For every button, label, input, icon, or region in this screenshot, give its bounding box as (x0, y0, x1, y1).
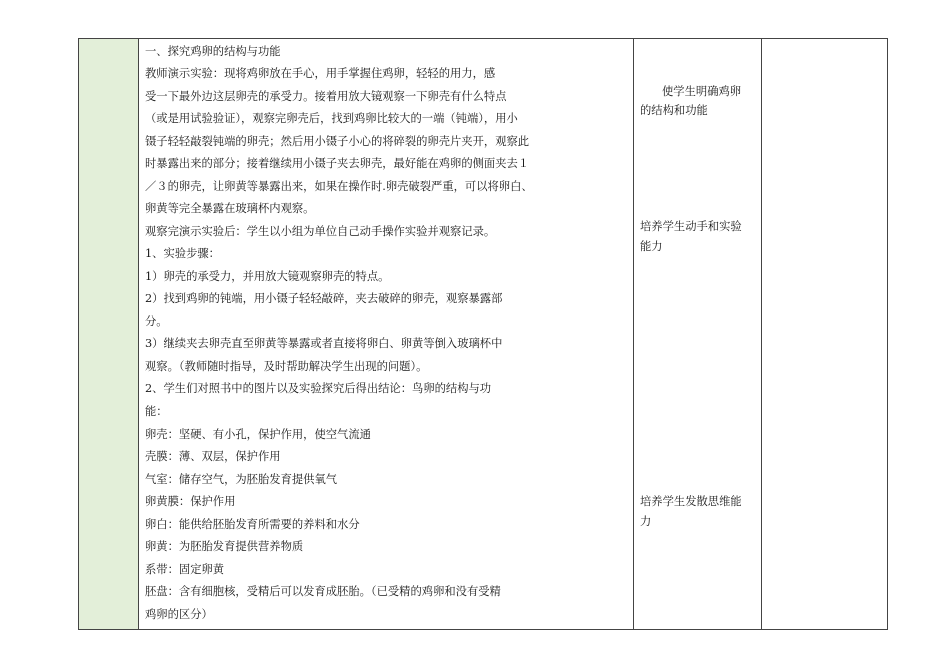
content-line: 教师演示实验：现将鸡卵放在手心，用手掌握住鸡卵，轻轻的用力，感 (145, 67, 496, 80)
goal-text: 的结构和功能 (640, 104, 708, 117)
goal-text: 能力 (640, 240, 663, 253)
content-line: 镊子轻轻敲裂钝端的卵壳；然后用小镊子小心的将碎裂的卵壳片夹开，观察此 (145, 135, 530, 148)
goal-text: 力 (640, 515, 652, 528)
notes-column (762, 39, 888, 629)
content-line: 卵黄：为胚胎发育提供营养物质 (145, 540, 304, 553)
goals-column (634, 39, 762, 629)
content-line: 时暴露出来的部分；接着继续用小镊子夹去卵壳，最好能在鸡卵的侧面夹去１ (145, 157, 530, 170)
content-line: 卵黄膜：保护作用 (145, 495, 236, 508)
content-line: 壳膜：薄、双层，保护作用 (145, 450, 281, 463)
content-line: 系带：固定卵黄 (145, 563, 225, 576)
content-line: 鸡卵的区分） (145, 608, 213, 621)
content-line: 1）卵壳的承受力，并用放大镜观察卵壳的特点。 (145, 270, 390, 283)
content-line: 卵壳：坚硬、有小孔，保护作用，使空气流通 (145, 428, 371, 441)
content-line: （或是用试验验证），观察完卵壳后，找到鸡卵比较大的一端（钝端），用小 (145, 112, 518, 125)
content-line: 1、实验步骤： (145, 247, 220, 260)
stage-column (79, 39, 139, 629)
content-line: 2、学生们对照书中的图片以及实验探究后得出结论：鸟卵的结构与功 (145, 382, 492, 395)
content-line: 3）继续夹去卵壳直至卵黄等暴露或者直接将卵白、卵黄等倒入玻璃杯中 (145, 337, 503, 350)
content-line: 2）找到鸡卵的钝端，用小镊子轻轻敲碎，夹去破碎的卵壳，观察暴露部 (145, 292, 503, 305)
content-line: 分。 (145, 315, 168, 328)
content-line: 气室：储存空气，为胚胎发育提供氧气 (145, 473, 338, 486)
goal-text: 培养学生发散思维能 (640, 495, 742, 508)
lesson-table (78, 38, 888, 630)
content-line: 胚盘：含有细胞核，受精后可以发育成胚胎。（已受精的鸡卵和没有受精 (145, 585, 501, 598)
goal-text: 培养学生动手和实验 (640, 220, 742, 233)
content-line: 卵白：能供给胚胎发育所需要的养料和水分 (145, 518, 360, 531)
content-line: 受一下最外边这层卵壳的承受力。接着用放大镜观察一下卵壳有什么特点 (145, 90, 507, 103)
content-line: 一、探究鸡卵的结构与功能 (145, 45, 281, 58)
content-line: ／３的卵壳，让卵黄等暴露出来，如果在操作时.卵壳破裂严重，可以将卵白、 (145, 180, 533, 193)
content-line: 观察完演示实验后：学生以小组为单位自己动手操作实验并观察记录。 (145, 225, 496, 238)
content-line: 能： (145, 405, 168, 418)
content-column (139, 39, 634, 629)
goal-text: 使学生明确鸡卵 (662, 85, 742, 98)
content-line: 卵黄等完全暴露在玻璃杯内观察。 (145, 202, 315, 215)
content-line: 观察。（教师随时指导，及时帮助解决学生出现的问题）。 (145, 360, 428, 373)
